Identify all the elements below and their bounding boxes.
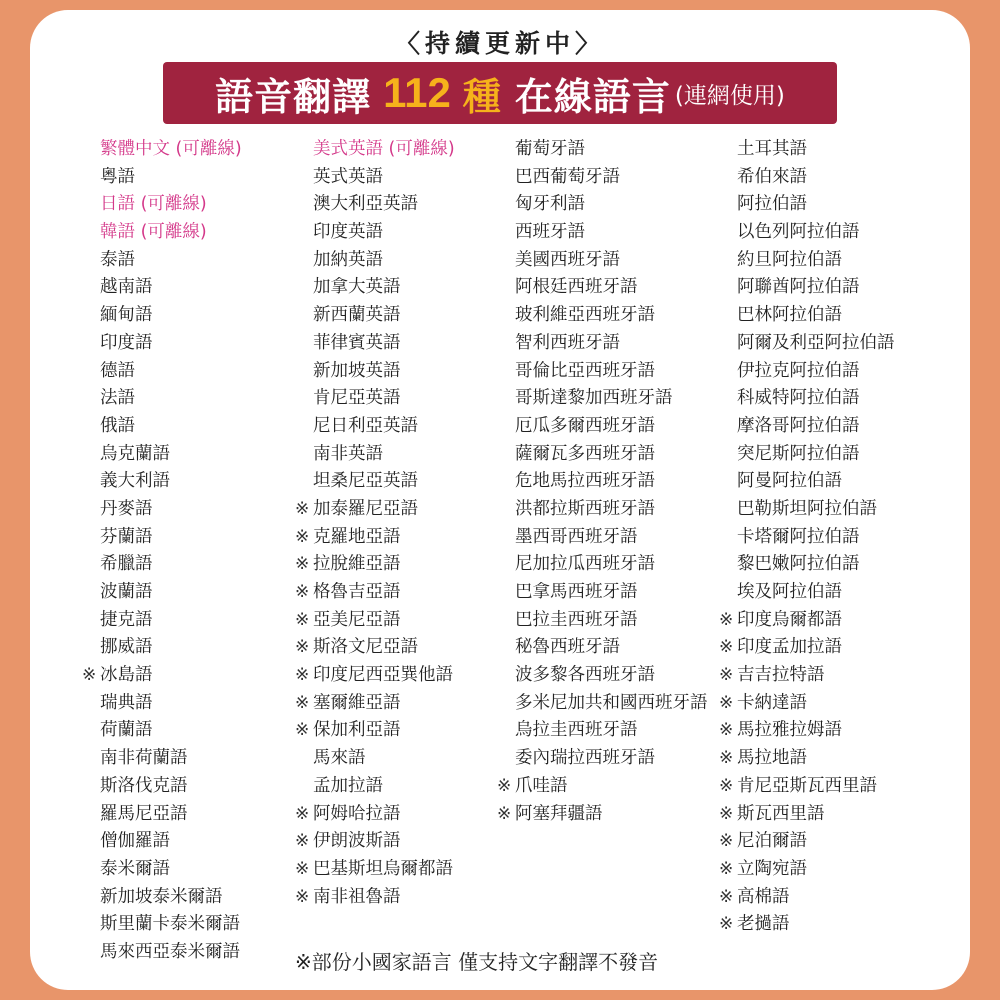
language-label: 西班牙語 [515,222,585,243]
language-item [737,468,967,496]
language-label: 斯瓦西里語 [737,803,825,824]
language-item [313,136,543,164]
language-item [100,164,330,192]
language-item [737,191,967,219]
banner-unit: 種 [462,74,501,119]
language-item [100,302,330,330]
language-label: 斯里蘭卡泰米爾語 [100,914,240,935]
language-label: 尼日利亞英語 [313,415,418,436]
language-label: 烏拉圭西班牙語 [515,720,638,741]
language-label: 肯尼亞英語 [313,388,401,409]
language-label: 義大利語 [100,471,170,492]
language-label: 坦桑尼亞英語 [313,471,418,492]
language-item [295,717,543,745]
language-label: 馬來語 [313,748,366,769]
language-label: 立陶宛語 [737,858,807,879]
language-label: 突尼斯阿拉伯語 [737,443,860,464]
language-item [100,911,330,939]
language-item [737,358,967,386]
language-label: 卡納達語 [737,692,807,713]
language-item [313,219,543,247]
note-mark: ※ [295,498,310,519]
language-item [295,690,543,718]
language-item [100,136,330,164]
language-item [719,856,967,884]
language-label: 保加利亞語 [313,720,401,741]
language-label: 斯洛伐克語 [100,775,188,796]
note-mark: ※ [295,637,310,658]
language-label: 巴拉圭西班牙語 [515,609,638,630]
language-item [313,358,543,386]
language-label: 薩爾瓦多西班牙語 [515,443,655,464]
language-label: 伊朗波斯語 [313,831,401,852]
note-mark: ※ [497,803,512,824]
language-label: 馬來西亞泰米爾語 [100,941,240,962]
language-label: 巴基斯坦烏爾都語 [313,858,453,879]
language-label: 泰米爾語 [100,858,170,879]
language-item [313,330,543,358]
language-item [100,191,330,219]
language-item [313,247,543,275]
banner-number: 112 [383,69,451,116]
language-label: 瑞典語 [100,692,153,713]
language-label: 越南語 [100,277,153,298]
language-label: 印度孟加拉語 [737,637,842,658]
language-label: 阿塞拜疆語 [515,803,603,824]
language-item [737,385,967,413]
language-label: 巴西葡萄牙語 [515,166,620,187]
language-item [719,745,967,773]
note-mark: ※ [719,748,734,769]
language-label: 印度英語 [313,222,383,243]
language-item [737,441,967,469]
language-label: 阿爾及利亞阿拉伯語 [737,332,895,353]
language-item [100,385,330,413]
language-label: 尼泊爾語 [737,831,807,852]
language-item [515,579,745,607]
language-item [515,330,745,358]
note-mark: ※ [719,831,734,852]
language-label: 阿聯酋阿拉伯語 [737,277,860,298]
language-item [737,496,967,524]
language-label: 新加坡英語 [313,360,401,381]
language-item [295,828,543,856]
language-label: 約旦阿拉伯語 [737,249,842,270]
language-label: 哥倫比亞西班牙語 [515,360,655,381]
language-label: 拉脫維亞語 [313,554,401,575]
language-label: 阿根廷西班牙語 [515,277,638,298]
language-item [515,219,745,247]
language-item [719,828,967,856]
language-label: 加拿大英語 [313,277,401,298]
language-label: 委內瑞拉西班牙語 [515,748,655,769]
language-label: 烏克蘭語 [100,443,170,464]
language-label: 匈牙利語 [515,194,585,215]
note-mark: ※ [295,858,310,879]
language-label: 墨西哥西班牙語 [515,526,638,547]
language-label: 羅馬尼亞語 [100,803,188,824]
note-mark: ※ [719,775,734,796]
language-label: 洪都拉斯西班牙語 [515,498,655,519]
note-mark: ※ [719,665,734,686]
language-item [515,164,745,192]
language-label: 斯洛文尼亞語 [313,637,418,658]
language-label: 韓語 (可離線) [100,222,207,243]
language-item [737,579,967,607]
language-item [295,884,543,912]
language-item [719,773,967,801]
language-label: 丹麥語 [100,498,153,519]
language-label: 繁體中文 (可離線) [100,139,242,159]
language-label: 阿姆哈拉語 [313,803,401,824]
language-item [737,413,967,441]
language-label: 新加坡泰米爾語 [100,886,223,907]
language-label: 南非荷蘭語 [100,748,188,769]
note-mark: ※ [295,692,310,713]
language-label: 泰語 [100,249,135,270]
language-item [515,717,745,745]
language-label: 摩洛哥阿拉伯語 [737,415,860,436]
language-item [719,607,967,635]
language-item [100,247,330,275]
note-mark: ※ [719,720,734,741]
language-item [515,385,745,413]
language-item [515,551,745,579]
language-item [515,496,745,524]
note-mark: ※ [295,582,310,602]
language-item [515,745,745,773]
language-label: 爪哇語 [515,775,568,796]
language-label: 巴拿馬西班牙語 [515,582,638,602]
language-label: 亞美尼亞語 [313,609,401,630]
language-label: 荷蘭語 [100,720,153,741]
language-item [295,607,543,635]
language-item [515,441,745,469]
language-item [515,413,745,441]
language-label: 巴勒斯坦阿拉伯語 [737,498,877,519]
language-column-3 [497,136,745,828]
language-item [515,358,745,386]
language-item [497,773,745,801]
language-item [719,911,967,939]
language-item [737,330,967,358]
language-item [313,274,543,302]
note-mark: ※ [497,775,512,796]
language-item [515,302,745,330]
language-item [737,302,967,330]
language-label: 日語 (可離線) [100,194,207,215]
language-label: 南非英語 [313,443,383,464]
language-item [737,136,967,164]
language-item [100,773,330,801]
language-item [295,856,543,884]
language-label: 冰島語 [100,665,153,686]
note-mark: ※ [295,720,310,741]
banner-text: 語音翻譯 [215,74,372,119]
language-item [313,164,543,192]
language-item [313,441,543,469]
language-label: 肯尼亞斯瓦西里語 [737,775,877,796]
language-label: 南非祖魯語 [313,886,401,907]
banner-note: (連網使用) [674,82,785,109]
note-mark: ※ [82,665,97,686]
language-column-4 [719,136,967,939]
language-item [100,441,330,469]
language-item [515,634,745,662]
banner-text-2: 在線語言 [514,74,671,119]
note-mark: ※ [719,692,734,713]
language-item [100,219,330,247]
language-label: 孟加拉語 [313,775,383,796]
language-item [515,690,745,718]
language-label: 英式英語 [313,166,383,187]
language-label: 厄瓜多爾西班牙語 [515,415,655,436]
language-label: 以色列阿拉伯語 [737,222,860,243]
language-label: 希伯來語 [737,166,807,187]
note-mark: ※ [719,609,734,630]
note-mark: ※ [295,803,310,824]
language-label: 挪威語 [100,637,153,658]
language-item [100,274,330,302]
language-label: 粵語 [100,166,135,187]
language-label: 哥斯達黎加西班牙語 [515,388,673,409]
language-label: 澳大利亞英語 [313,194,418,215]
language-item [100,745,330,773]
note-mark: ※ [295,886,310,907]
language-label: 俄語 [100,415,135,436]
language-item [515,662,745,690]
note-mark: ※ [295,609,310,630]
language-item [719,717,967,745]
language-label: 波多黎各西班牙語 [515,665,655,686]
language-label: 緬甸語 [100,305,153,326]
language-label: 芬蘭語 [100,526,153,547]
language-label: 法語 [100,388,135,409]
language-item [295,662,543,690]
language-label: 波蘭語 [100,582,153,602]
language-label: 美式英語 (可離線) [313,139,455,159]
language-item [737,219,967,247]
language-item [515,274,745,302]
note-mark: ※ [719,886,734,907]
language-label: 多米尼加共和國西班牙語 [515,692,708,713]
note-mark: ※ [295,554,310,575]
language-item [313,468,543,496]
language-item [100,330,330,358]
language-item [295,579,543,607]
language-item [295,634,543,662]
language-item [737,551,967,579]
language-label: 捷克語 [100,609,153,630]
note-mark: ※ [719,803,734,824]
language-item [515,136,745,164]
language-item [719,690,967,718]
language-item [737,164,967,192]
language-item [100,413,330,441]
language-item [313,413,543,441]
note-mark: ※ [295,665,310,686]
language-item [719,884,967,912]
language-label: 吉吉拉特語 [737,665,825,686]
language-label: 伊拉克阿拉伯語 [737,360,860,381]
language-label: 克羅地亞語 [313,526,401,547]
language-label: 高棉語 [737,886,790,907]
language-label: 科威特阿拉伯語 [737,388,860,409]
language-label: 玻利維亞西班牙語 [515,305,655,326]
language-item [497,801,745,829]
language-label: 希臘語 [100,554,153,575]
language-label: 土耳其語 [737,139,807,159]
language-label: 德語 [100,360,135,381]
language-item [515,607,745,635]
language-label: 印度烏爾都語 [737,609,842,630]
title-banner [163,62,837,124]
language-label: 僧伽羅語 [100,831,170,852]
language-item [515,524,745,552]
language-label: 老撾語 [737,914,790,935]
language-label: 加泰羅尼亞語 [313,498,418,519]
language-label: 阿拉伯語 [737,194,807,215]
language-item [295,524,543,552]
language-label: 印度語 [100,332,153,353]
language-item [100,358,330,386]
note-mark: ※ [295,831,310,852]
language-label: 黎巴嫩阿拉伯語 [737,554,860,575]
language-label: 美國西班牙語 [515,249,620,270]
language-item [515,468,745,496]
language-label: 阿曼阿拉伯語 [737,471,842,492]
note-mark: ※ [719,858,734,879]
language-label: 新西蘭英語 [313,305,401,326]
language-label: 塞爾維亞語 [313,692,401,713]
language-label: 馬拉雅拉姆語 [737,720,842,741]
language-item [295,551,543,579]
note-mark: ※ [719,637,734,658]
footnote: ※部份小國家語言 僅支持文字翻譯不發音 [295,950,659,974]
language-item [719,662,967,690]
language-item [313,745,543,773]
language-label: 卡塔爾阿拉伯語 [737,526,860,547]
language-item [100,468,330,496]
note-mark: ※ [295,526,310,547]
language-item [719,634,967,662]
language-label: 巴林阿拉伯語 [737,305,842,326]
note-mark: ※ [719,914,734,935]
language-item [515,247,745,275]
language-label: 秘魯西班牙語 [515,637,620,658]
language-item [737,247,967,275]
language-item [313,191,543,219]
language-label: 埃及阿拉伯語 [737,582,842,602]
language-label: 馬拉地語 [737,748,807,769]
language-item [719,801,967,829]
update-subtitle: 〈持續更新中〉 [394,29,605,58]
language-label: 菲律賓英語 [313,332,401,353]
language-label: 尼加拉瓜西班牙語 [515,554,655,575]
language-item [313,302,543,330]
language-label: 智利西班牙語 [515,332,620,353]
language-label: 格魯吉亞語 [313,582,401,602]
language-item [737,274,967,302]
language-label: 葡萄牙語 [515,139,585,159]
language-item [313,385,543,413]
language-label: 危地馬拉西班牙語 [515,471,655,492]
language-item [737,524,967,552]
language-label: 印度尼西亞巽他語 [313,665,453,686]
language-label: 加納英語 [313,249,383,270]
language-item [515,191,745,219]
language-item [295,496,543,524]
